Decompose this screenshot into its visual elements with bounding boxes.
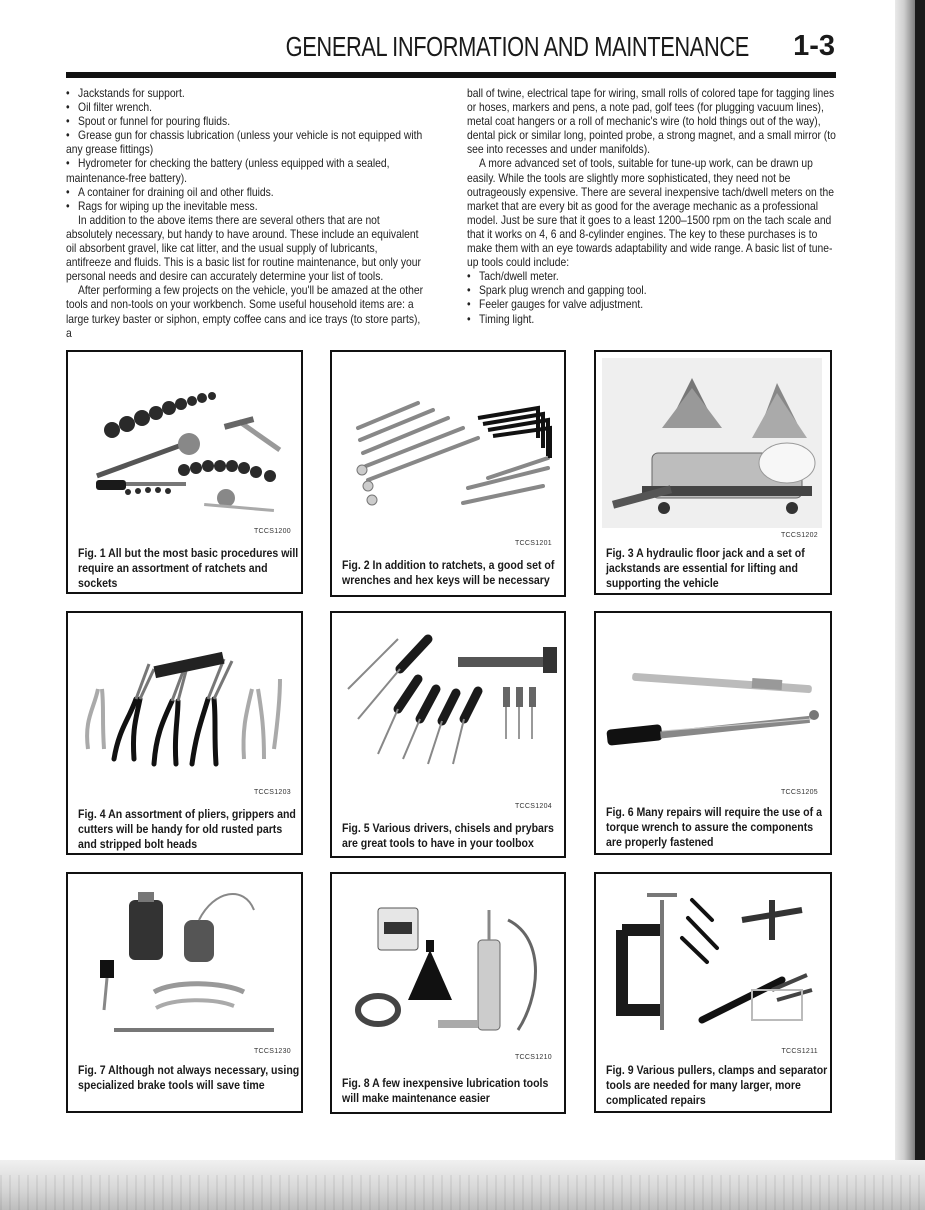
pullers-clamps-photo <box>602 880 822 1050</box>
tool-list-tuneup <box>467 269 836 325</box>
tool-list-basic <box>66 86 425 213</box>
pliers-photo <box>74 619 294 789</box>
paragraph: After performing a few projects on the vehicle, you'll be amazed at the other tools and non-tools on your workbench. Some useful household items are: a large turkey baster or siphon, empty coffee cans and ice trays (to store parts), a <box>66 283 424 340</box>
chapter-title: GENERAL INFORMATION AND MAINTENANCE <box>285 31 749 62</box>
drivers-chisels-photo <box>338 619 558 789</box>
figure-caption: Fig. 6 Many repairs will require the use of a torque wrench to assure the components are properly fastened <box>606 805 822 849</box>
figure-caption: Fig. 5 Various drivers, chisels and prybars are great tools to have in your toolbox <box>342 821 554 850</box>
figure-caption: Fig. 8 A few inexpensive lubrication tools will make maintenance easier <box>342 1076 549 1105</box>
list-item: • Spark plug wrench and gapping tool. <box>467 283 836 297</box>
list-item: • Feeler gauges for valve adjustment. <box>467 297 836 311</box>
figure-2 <box>330 350 566 597</box>
figure-9 <box>594 872 832 1113</box>
list-item: • A container for draining oil and other fluids. <box>66 185 425 199</box>
paragraph: In addition to the above items there are several others that are not absolutely necessary, but handy to have around. These include an equivalent oil absorbent gravel, like cat litter, and the usual supply of lubricants, antifreeze and fluids. This is a basic list for routine maintenance, but only your personal needs and desire can accurately determine your list of tools. <box>66 212 421 284</box>
right-text-column <box>467 86 837 326</box>
figure-7 <box>66 872 303 1113</box>
figure-code: TCCS1200 <box>253 528 291 535</box>
list-item: • Grease gun for chassis lubrication (unless your vehicle is not equipped with any grease fittings) <box>66 128 425 156</box>
figure-3 <box>594 350 832 595</box>
page-number: 1-3 <box>793 30 835 62</box>
header-rule <box>66 72 836 78</box>
list-item: • Oil filter wrench. <box>66 100 425 114</box>
figure-caption: Fig. 2 In addition to ratchets, a good set of wrenches and hex keys will be necessary <box>342 558 555 587</box>
list-item: • Hydrometer for checking the battery (unless equipped with a sealed, maintenance-free battery). <box>66 156 425 184</box>
figure-code: TCCS1203 <box>253 789 291 796</box>
figure-code: TCCS1211 <box>781 1048 818 1055</box>
wrenches-hex-keys-photo <box>338 358 558 528</box>
brake-tools-photo <box>74 880 294 1050</box>
left-text-column <box>66 86 426 340</box>
paragraph: A more advanced set of tools, suitable for tune-up work, can be drawn up easily. While the tools are slightly more sophisticated, they need not be outrageously expensive. There are several inexpensive tach/dwell meters on the market that are every bit as good for the average mechanic as a professional model. Just be sure that it goes to a least 1200–1500 rpm on the tach scale and that it works on 4, 6 and 8-cylinder engines. The key to these purchases is to make them with an eye towards adaptability and wide range. A basic list of tune-up tools could include: <box>467 156 834 270</box>
paragraph: ball of twine, electrical tape for wiring, small rolls of colored tape for tagging lines or hoses, markers and pens, a note pad, golf tees (for plugging vacuum lines), metal coat hangers or a roll of mechanic's wire (to hold things out of the way), dental pick or similar long, pointed probe, a strong magnet, and a small mirror (to see into recesses and under manifolds). <box>467 86 836 157</box>
figure-code: TCCS1204 <box>514 803 552 810</box>
figure-caption: Fig. 9 Various pullers, clamps and separator tools are needed for many larger, more complicated repairs <box>606 1063 828 1107</box>
scan-bottom-stripes <box>0 1175 925 1210</box>
figure-caption: Fig. 1 All but the most basic procedures will require an assortment of ratchets and sockets <box>78 546 299 590</box>
figure-5 <box>330 611 566 858</box>
list-item: • Tach/dwell meter. <box>467 269 836 283</box>
list-item: • Timing light. <box>467 312 836 326</box>
ratchets-sockets-photo <box>74 358 294 528</box>
list-item: • Rags for wiping up the inevitable mess. <box>66 199 425 213</box>
scan-dark-border <box>915 0 925 1210</box>
figure-8 <box>330 872 566 1114</box>
floor-jack-photo <box>602 358 822 528</box>
figure-6 <box>594 611 832 855</box>
page-header <box>60 26 835 68</box>
list-item: • Spout or funnel for pouring fluids. <box>66 114 425 128</box>
figure-code: TCCS1201 <box>514 540 552 547</box>
figure-code: TCCS1202 <box>780 532 818 539</box>
torque-wrench-photo <box>602 619 822 789</box>
figure-caption: Fig. 7 Although not always necessary, using specialized brake tools will save time <box>78 1063 300 1092</box>
figure-code: TCCS1230 <box>253 1048 291 1055</box>
lubrication-tools-photo <box>338 880 558 1050</box>
figure-1 <box>66 350 303 594</box>
figure-caption: Fig. 3 A hydraulic floor jack and a set of jackstands are essential for lifting and supporting the vehicle <box>606 546 805 590</box>
figure-caption: Fig. 4 An assortment of pliers, grippers and cutters will be handy for old rusted parts and stripped bolt heads <box>78 807 296 851</box>
figure-code: TCCS1210 <box>514 1054 552 1061</box>
list-item: • Jackstands for support. <box>66 86 425 100</box>
figure-code: TCCS1205 <box>780 789 818 796</box>
figure-4 <box>66 611 303 855</box>
